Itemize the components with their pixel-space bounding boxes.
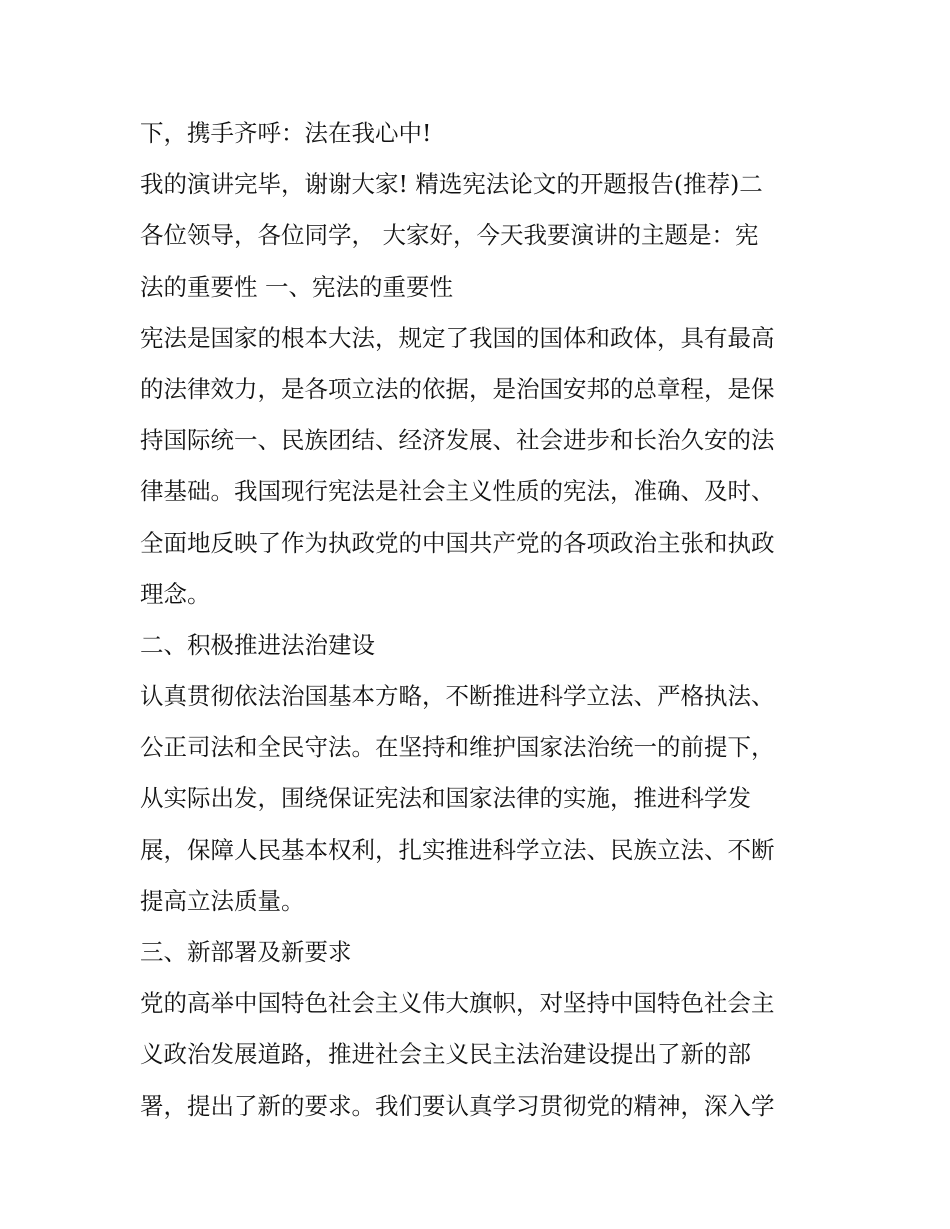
- text-line: 我的演讲完毕，谢谢大家! 精选宪法论文的开题报告(推荐)二: [140, 170, 763, 199]
- text-line: 各位领导，各位同学， 大家好，今天我要演讲的主题是：宪: [140, 221, 759, 250]
- document-body: [140, 108, 830, 1132]
- text-line: 下，携手齐呼：法在我心中!: [140, 119, 432, 147]
- text-line: 认真贯彻依法治国基本方略，不断推进科学立法、严格执法、: [140, 682, 775, 711]
- text-line: 从实际出发，围绕保证宪法和国家法律的实施，推进科学发: [140, 784, 751, 813]
- text-line: 义政治发展道路，推进社会主义民主法治建设提出了新的部: [140, 1040, 751, 1069]
- text-line: 持国际统一、民族团结、经济发展、社会进步和长治久安的法: [140, 426, 775, 455]
- text-line: 展，保障人民基本权利，扎实推进科学立法、民族立法、不断: [140, 835, 775, 864]
- text-line: 公正司法和全民守法。在坚持和维护国家法治统一的前提下，: [140, 733, 775, 762]
- text-line: 律基础。我国现行宪法是社会主义性质的宪法，准确、及时、: [140, 477, 775, 506]
- text-line: 全面地反映了作为执政党的中国共产党的各项政治主张和执政: [140, 528, 775, 557]
- text-line: 法的重要性 一、宪法的重要性: [140, 272, 453, 301]
- text-line: 署，提出了新的要求。我们要认真学习贯彻党的精神，深入学: [140, 1091, 775, 1120]
- section-heading: 二、积极推进法治建设: [140, 630, 375, 659]
- text-line: 党的高举中国特色社会主义伟大旗帜，对坚持中国特色社会主: [140, 989, 775, 1018]
- section-heading: 三、新部署及新要求: [140, 938, 352, 966]
- text-line: 的法律效力，是各项立法的依据，是治国安邦的总章程，是保: [140, 374, 775, 403]
- text-line: 提高立法质量。: [140, 886, 305, 915]
- text-line: 理念。: [140, 579, 211, 608]
- text-line: 宪法是国家的根本大法，规定了我国的国体和政体，具有最高: [140, 323, 775, 352]
